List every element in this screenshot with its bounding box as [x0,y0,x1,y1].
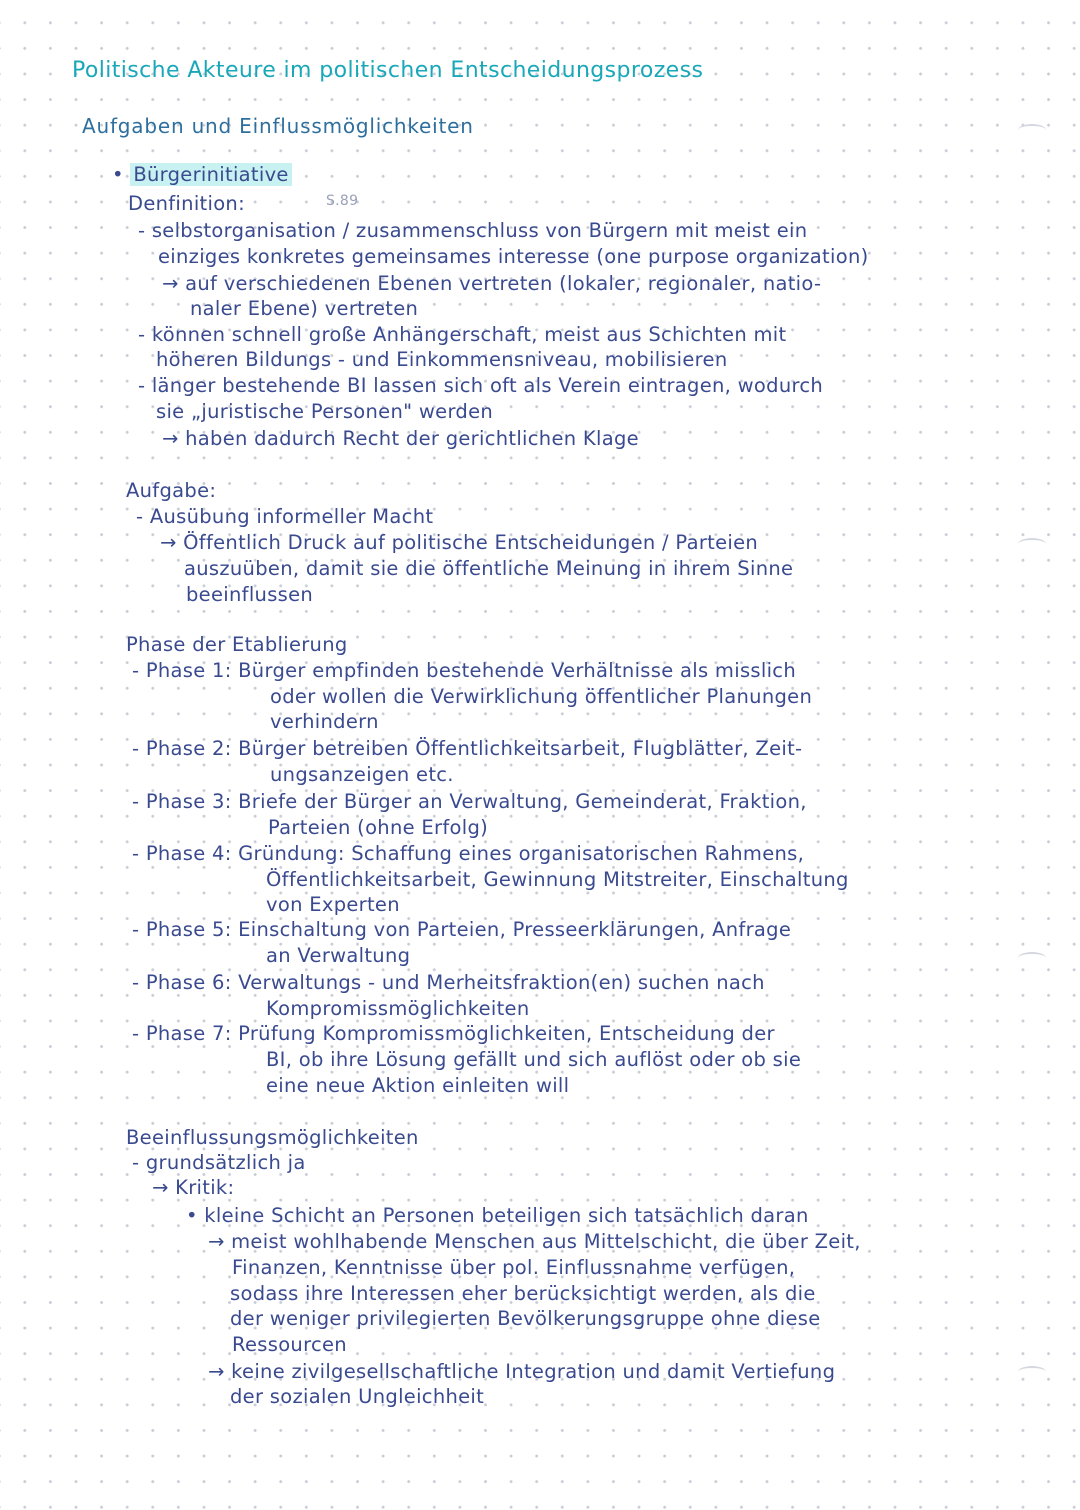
phase-line: - Phase 5: Einschaltung von Parteien, Presseerklärungen, Anfrage [132,918,792,941]
aufgabe-line: - Ausübung informeller Macht [136,505,434,528]
phase-line: eine neue Aktion einleiten will [266,1074,570,1097]
phase-line: Kompromissmöglichkeiten [266,997,530,1020]
beeinfluss-line: sodass ihre Interessen eher berücksichtigt werden, als die [230,1282,816,1305]
def-line: → haben dadurch Recht der gerichtlichen Klage [162,427,639,450]
phase-line: - Phase 3: Briefe der Bürger an Verwaltung, Gemeinderat, Fraktion, [132,790,807,813]
aufgabe-line: beeinflussen [186,583,314,606]
beeinfluss-line: der sozialen Ungleichheit [230,1385,485,1408]
phase-line: verhindern [270,710,379,733]
aufgabe-line: → Öffentlich Druck auf politische Entscheidungen / Parteien [160,531,759,554]
hole-mark [1018,124,1046,136]
definition-label: Denfinition: [128,192,245,215]
phase-line: - Phase 4: Gründung: Schaffung eines organisatorischen Rahmens, [132,842,805,865]
page-title: Politische Akteure im politischen Entscheidungsprozess [72,58,704,83]
phase-line: Parteien (ohne Erfolg) [268,816,489,839]
section-heading-phasen: Phase der Etablierung [126,633,348,656]
aufgabe-line: auszuüben, damit sie die öffentliche Meinung in ihrem Sinne [184,557,794,580]
beeinfluss-line: - grundsätzlich ja [132,1151,306,1174]
beeinfluss-line: Finanzen, Kenntnisse über pol. Einflussnahme verfügen, [232,1256,796,1279]
def-line: höheren Bildungs - und Einkommensniveau, mobilisieren [156,348,728,371]
beeinfluss-line: • kleine Schicht an Personen beteiligen sich tatsächlich daran [186,1204,809,1227]
beeinfluss-line: → meist wohlhabende Menschen aus Mittelschicht, die über Zeit, [208,1230,861,1253]
phase-line: - Phase 7: Prüfung Kompromissmöglichkeiten, Entscheidung der [132,1022,775,1045]
section-heading-beeinflussung: Beeinflussungsmöglichkeiten [126,1126,419,1149]
phase-line: BI, ob ihre Lösung gefällt und sich auflöst oder ob sie [266,1048,802,1071]
subtitle: Aufgaben und Einflussmöglichkeiten [82,114,474,138]
phase-line: ungsanzeigen etc. [270,763,454,786]
phase-line: von Experten [266,893,400,916]
bi-heading-text: Bürgerinitiative [130,163,291,186]
def-line: - selbstorganisation / zusammenschluss von Bürgern mit meist ein [138,219,808,242]
phase-line: oder wollen die Verwirklichung öffentlicher Planungen [270,685,813,708]
phase-line: - Phase 1: Bürger empfinden bestehende Verhältnisse als misslich [132,659,796,682]
hole-mark [1018,1366,1046,1378]
phase-line: Öffentlichkeitsarbeit, Gewinnung Mitstreiter, Einschaltung [266,868,849,891]
section-heading-aufgabe: Aufgabe: [126,479,217,502]
def-line: → auf verschiedenen Ebenen vertreten (lokaler, regionaler, natio- [162,272,822,295]
phase-line: - Phase 2: Bürger betreiben Öffentlichkeitsarbeit, Flugblätter, Zeit- [132,737,803,760]
def-line: einziges konkretes gemeinsames interesse (one purpose organization) [158,245,869,268]
phase-line: - Phase 6: Verwaltungs - und Merheitsfraktion(en) suchen nach [132,971,765,994]
beeinfluss-line: → keine zivilgesellschaftliche Integration und damit Vertiefung [208,1360,836,1383]
page-reference: S.89 [326,193,359,209]
def-line: - können schnell große Anhängerschaft, meist aus Schichten mit [138,323,787,346]
def-line: sie „juristische Personen" werden [156,400,494,423]
beeinfluss-line: Ressourcen [232,1333,347,1356]
phase-line: an Verwaltung [266,944,411,967]
def-line: - länger bestehende BI lassen sich oft als Verein eintragen, wodurch [138,374,824,397]
def-line: naler Ebene) vertreten [190,297,419,320]
beeinfluss-line: der weniger privilegierten Bevölkerungsgruppe ohne diese [230,1307,821,1330]
beeinfluss-line: → Kritik: [152,1176,235,1199]
section-heading-bi: • Bürgerinitiative [112,163,292,186]
hole-mark [1018,952,1046,964]
hole-mark [1018,538,1046,550]
